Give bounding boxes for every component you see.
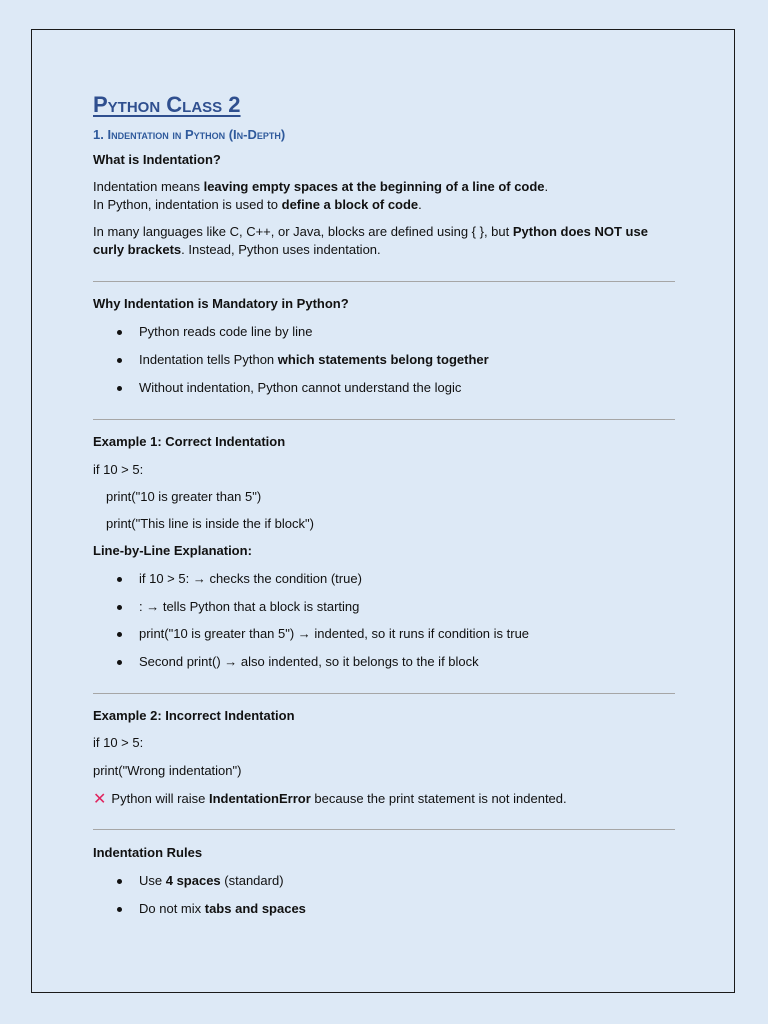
text-run: Python will raise [111,791,209,806]
divider [93,281,675,282]
bold-run: Python does NOT use curly brackets [93,224,648,257]
why-list [93,323,675,397]
error-note [93,790,675,808]
bold-run: 4 spaces [165,873,221,888]
explanation-list [93,570,675,671]
text-run: . [418,197,422,212]
example-1-heading: Example 1: Correct Indentation [93,434,286,449]
rules-heading: Indentation Rules [93,845,203,860]
list-item [93,900,675,918]
why-heading: Why Indentation is Mandatory in Python? [93,296,349,311]
bold-run: leaving empty spaces at the beginning of a line of code [203,179,545,194]
divider [93,419,675,420]
explanation-heading: Line-by-Line Explanation: [93,543,252,558]
example-2-heading: Example 2: Incorrect Indentation [93,708,295,723]
list-item: if 10 > 5: → checks the condition (true) [93,570,675,588]
text-run: . Instead, Python uses indentation. [181,242,381,257]
divider [93,693,675,694]
what-paragraph-2 [93,223,668,259]
text-run: (standard) [220,873,284,888]
code-line: if 10 > 5: [93,735,144,750]
document-page [31,29,735,993]
text-run: Do not mix [139,901,205,916]
list-item: Second print() → also indented, so it belongs to the if block [93,653,675,671]
list-item [93,351,675,369]
cross-mark-icon: ✕ [93,791,107,808]
text-run: In Python, indentation is used to [93,197,282,212]
bold-run: IndentationError [208,791,311,806]
text-run: Indentation means [93,179,204,194]
bold-run: which statements belong together [277,352,489,367]
list-item [93,872,675,890]
code-line: if 10 > 5: [93,462,144,477]
what-paragraph-1 [93,178,675,214]
code-line: print("This line is inside the if block") [106,516,314,531]
page-title: Python Class 2 [93,92,241,117]
list-item: print("10 is greater than 5") → indented, so it runs if condition is true [93,625,675,643]
code-line: print("Wrong indentation") [93,763,242,778]
list-item: Python reads code line by line [93,323,675,341]
list-item: : → tells Python that a block is starting [93,598,675,616]
text-run: Indentation tells Python [139,352,278,367]
bold-run: define a block of code [281,197,419,212]
text-run: . [544,179,549,194]
bold-run: tabs and spaces [204,901,306,916]
code-line: print("10 is greater than 5") [106,489,262,504]
text-run: In many languages like C, C++, or Java, blocks are defined using { }, but [93,224,513,239]
section-heading: 1. Indentation in Python (In-Depth) [93,127,286,142]
rules-list [93,872,675,918]
what-heading: What is Indentation? [93,152,221,167]
divider [93,829,675,830]
document-content [93,88,675,918]
list-item: Without indentation, Python cannot understand the logic [93,379,675,397]
text-run: because the print statement is not indented. [310,791,567,806]
text-run: Use [139,873,166,888]
